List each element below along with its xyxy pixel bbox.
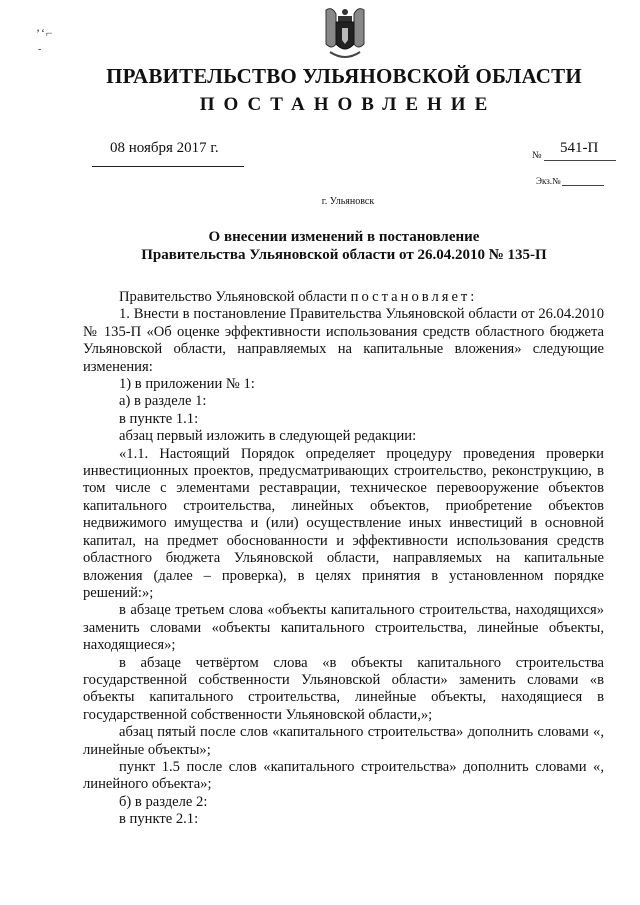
- document-type-title: ПОСТАНОВЛЕНИЕ: [199, 94, 497, 115]
- subject-line-1: О внесении изменений в постановление: [208, 229, 480, 245]
- date-underline: [92, 166, 244, 167]
- document-subject: [0, 228, 640, 264]
- copy-number-block: [536, 176, 604, 186]
- document-number-block: [532, 140, 622, 166]
- copy-label: Экз.№: [536, 176, 561, 186]
- number-prefix: №: [532, 150, 542, 161]
- intro-resolves: постановляет:: [350, 289, 478, 305]
- body-paragraph: пункт 1.5 после слов «капитального строительства» дополнить словами «, линейного объекта»;: [83, 758, 604, 793]
- body-paragraph: б) в разделе 2:: [119, 793, 208, 810]
- intro-paragraph: [83, 289, 604, 306]
- subject-line-2: Правительства Ульяновской области от 26.04.2010 № 135-П: [141, 247, 547, 263]
- city-name: г. Ульяновск: [321, 196, 375, 207]
- corner-mark-dash: -: [38, 44, 43, 55]
- body-paragraph: «1.1. Настоящий Порядок определяет процедуру проведения проверки инвестиционных проектов, предусматривающих строительство, реконструкцию, в том числе с элементами реставрации, техническое перевооружение объектов капитального строительства, линейных объектов, приобретение объектов недвижимого имущества и (или) осуществление иных инвестиций в основной капитал, на предмет обоснованности и эффективности использования средств областного бюджета Ульяновской области, направляемых на капитальные вложения (далее – проверка), в целях принятия в установленном порядке решений:»;: [83, 445, 604, 601]
- body-paragraph: в пункте 1.1:: [119, 410, 199, 427]
- body-paragraph: а) в разделе 1:: [119, 393, 207, 410]
- coat-of-arms-emblem-icon: [322, 6, 368, 64]
- body-paragraph: абзац первый изложить в следующей редакции:: [119, 428, 417, 445]
- document-date: 08 ноября 2017 г.: [110, 140, 219, 156]
- number-underline: [544, 160, 616, 161]
- corner-mark: [36, 26, 54, 55]
- body-paragraph: 1) в приложении № 1:: [119, 376, 255, 393]
- intro-text: Правительство Ульяновской области: [119, 289, 351, 305]
- document-body: [83, 289, 604, 829]
- copy-underline: [562, 185, 604, 186]
- body-paragraph: в пункте 2.1:: [119, 811, 199, 828]
- corner-mark-glyphs: ’‘⌐: [36, 26, 54, 40]
- document-number: 541-П: [560, 140, 599, 156]
- body-paragraph: абзац пятый после слов «капитального строительства» дополнить словами «, линейные объекты»;: [83, 724, 604, 758]
- body-paragraph: в абзаце третьем слова «объекты капитального строительства, находящихся» заменить словами «объекты капитального строительства, линейные объекты, находящиеся»;: [83, 602, 604, 654]
- government-title: ПРАВИТЕЛЬСТВО УЛЬЯНОВСКОЙ ОБЛАСТИ: [106, 64, 582, 88]
- body-paragraph: в абзаце четвёртом слова «в объекты капитального строительства государственной собственности Ульяновской области» заменить словами «в объекты капитального строительства, линейные объекты, находящиеся в государственной собственности Ульяновской области,»;: [83, 654, 604, 723]
- body-paragraph: 1. Внести в постановление Правительства Ульяновской области от 26.04.2010 № 135-П «Об оценке эффективности использования средств областного бюджета Ульяновской области, направляемых на капитальные вложения» следующие изменения:: [83, 306, 604, 375]
